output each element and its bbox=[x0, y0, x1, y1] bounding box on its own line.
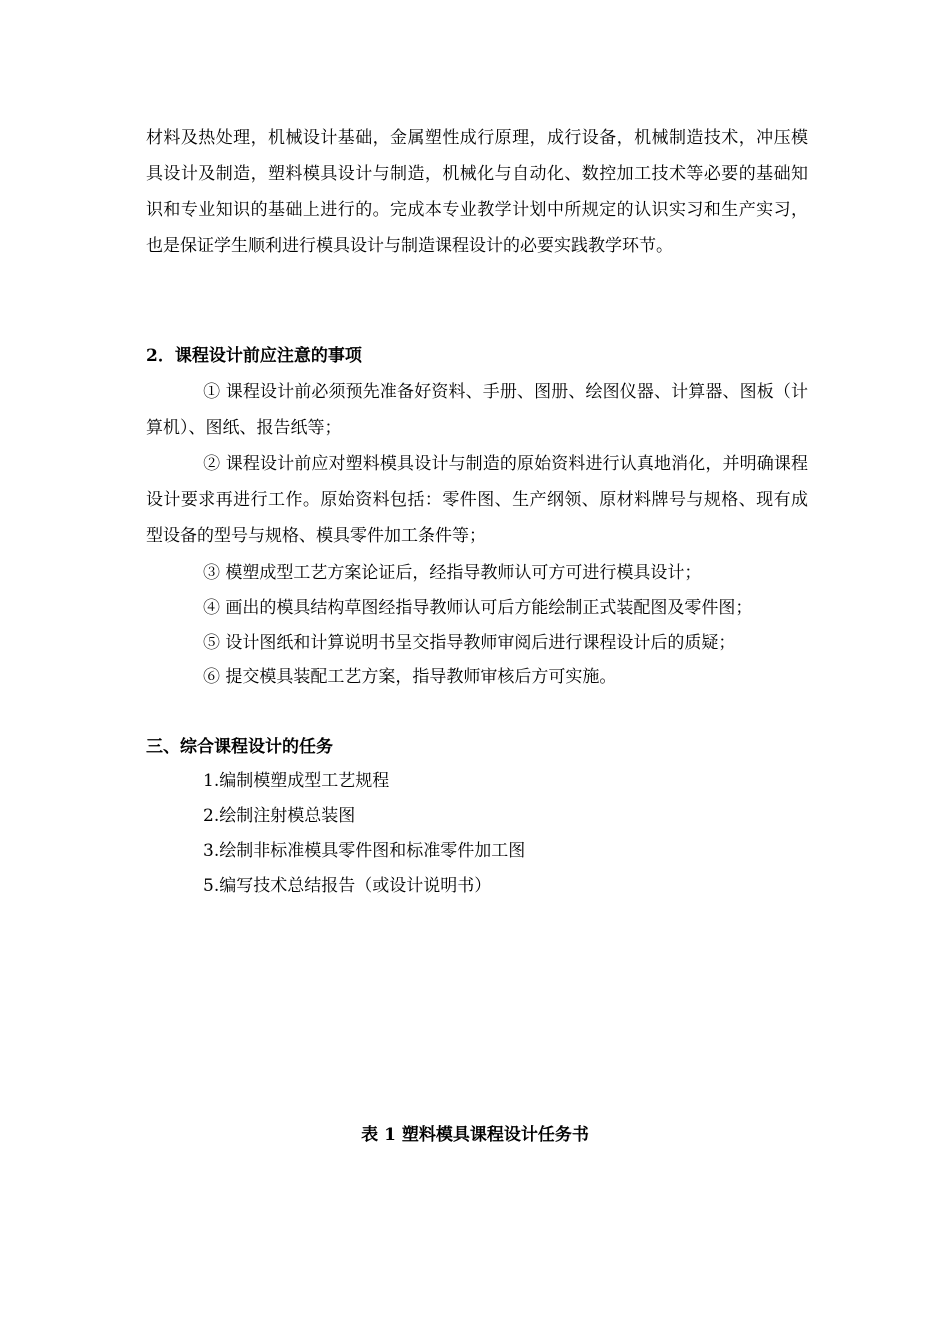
task-item-5: 5.编写技术总结报告（或设计说明书） bbox=[203, 876, 492, 896]
note-item-2-text: ② 课程设计前应对塑料模具设计与制造的原始资料进行认真地消化，并明确课程设计要求再进行工作。原始资料包括：零件图、生产纲领、原材料牌号与规格、现有成型设备的型号与规格、模具零件加工条件等； bbox=[146, 454, 808, 546]
note-item-4: ④ 画出的模具结构草图经指导教师认可后方能绘制正式装配图及零件图； bbox=[203, 598, 753, 618]
table-caption: 表 1 塑料模具课程设计任务书 bbox=[361, 1125, 589, 1145]
note-item-1-text: ① 课程设计前必须预先准备好资料、手册、图册、绘图仪器、计算器、图板（计算机）、图纸、报告纸等； bbox=[146, 382, 808, 438]
task-item-1: 1.编制模塑成型工艺规程 bbox=[203, 771, 390, 791]
task-item-2: 2.绘制注射模总装图 bbox=[203, 806, 356, 826]
note-item-3: ③ 模塑成型工艺方案论证后，经指导教师认可方可进行模具设计； bbox=[203, 563, 702, 583]
note-item-2 bbox=[146, 446, 808, 554]
note-item-5: ⑤ 设计图纸和计算说明书呈交指导教师审阅后进行课程设计后的质疑； bbox=[203, 633, 736, 653]
task-item-3: 3.绘制非标准模具零件图和标准零件加工图 bbox=[203, 841, 526, 861]
intro-paragraph: 材料及热处理，机械设计基础，金属塑性成行原理，成行设备，机械制造技术，冲压模具设计及制造，塑料模具设计与制造，机械化与自动化、数控加工技术等必要的基础知识和专业知识的基础上进行的。完成本专业教学计划中所规定的认识实习和生产实习，也是保证学生顺利进行模具设计与制造课程设计的必要实践教学环节。 bbox=[146, 128, 808, 256]
section-2-heading: 2．课程设计前应注意的事项 bbox=[146, 346, 362, 366]
note-item-6: ⑥ 提交模具装配工艺方案，指导教师审核后方可实施。 bbox=[203, 667, 617, 687]
note-item-1 bbox=[146, 374, 808, 446]
section-3-heading: 三、综合课程设计的任务 bbox=[146, 737, 333, 757]
